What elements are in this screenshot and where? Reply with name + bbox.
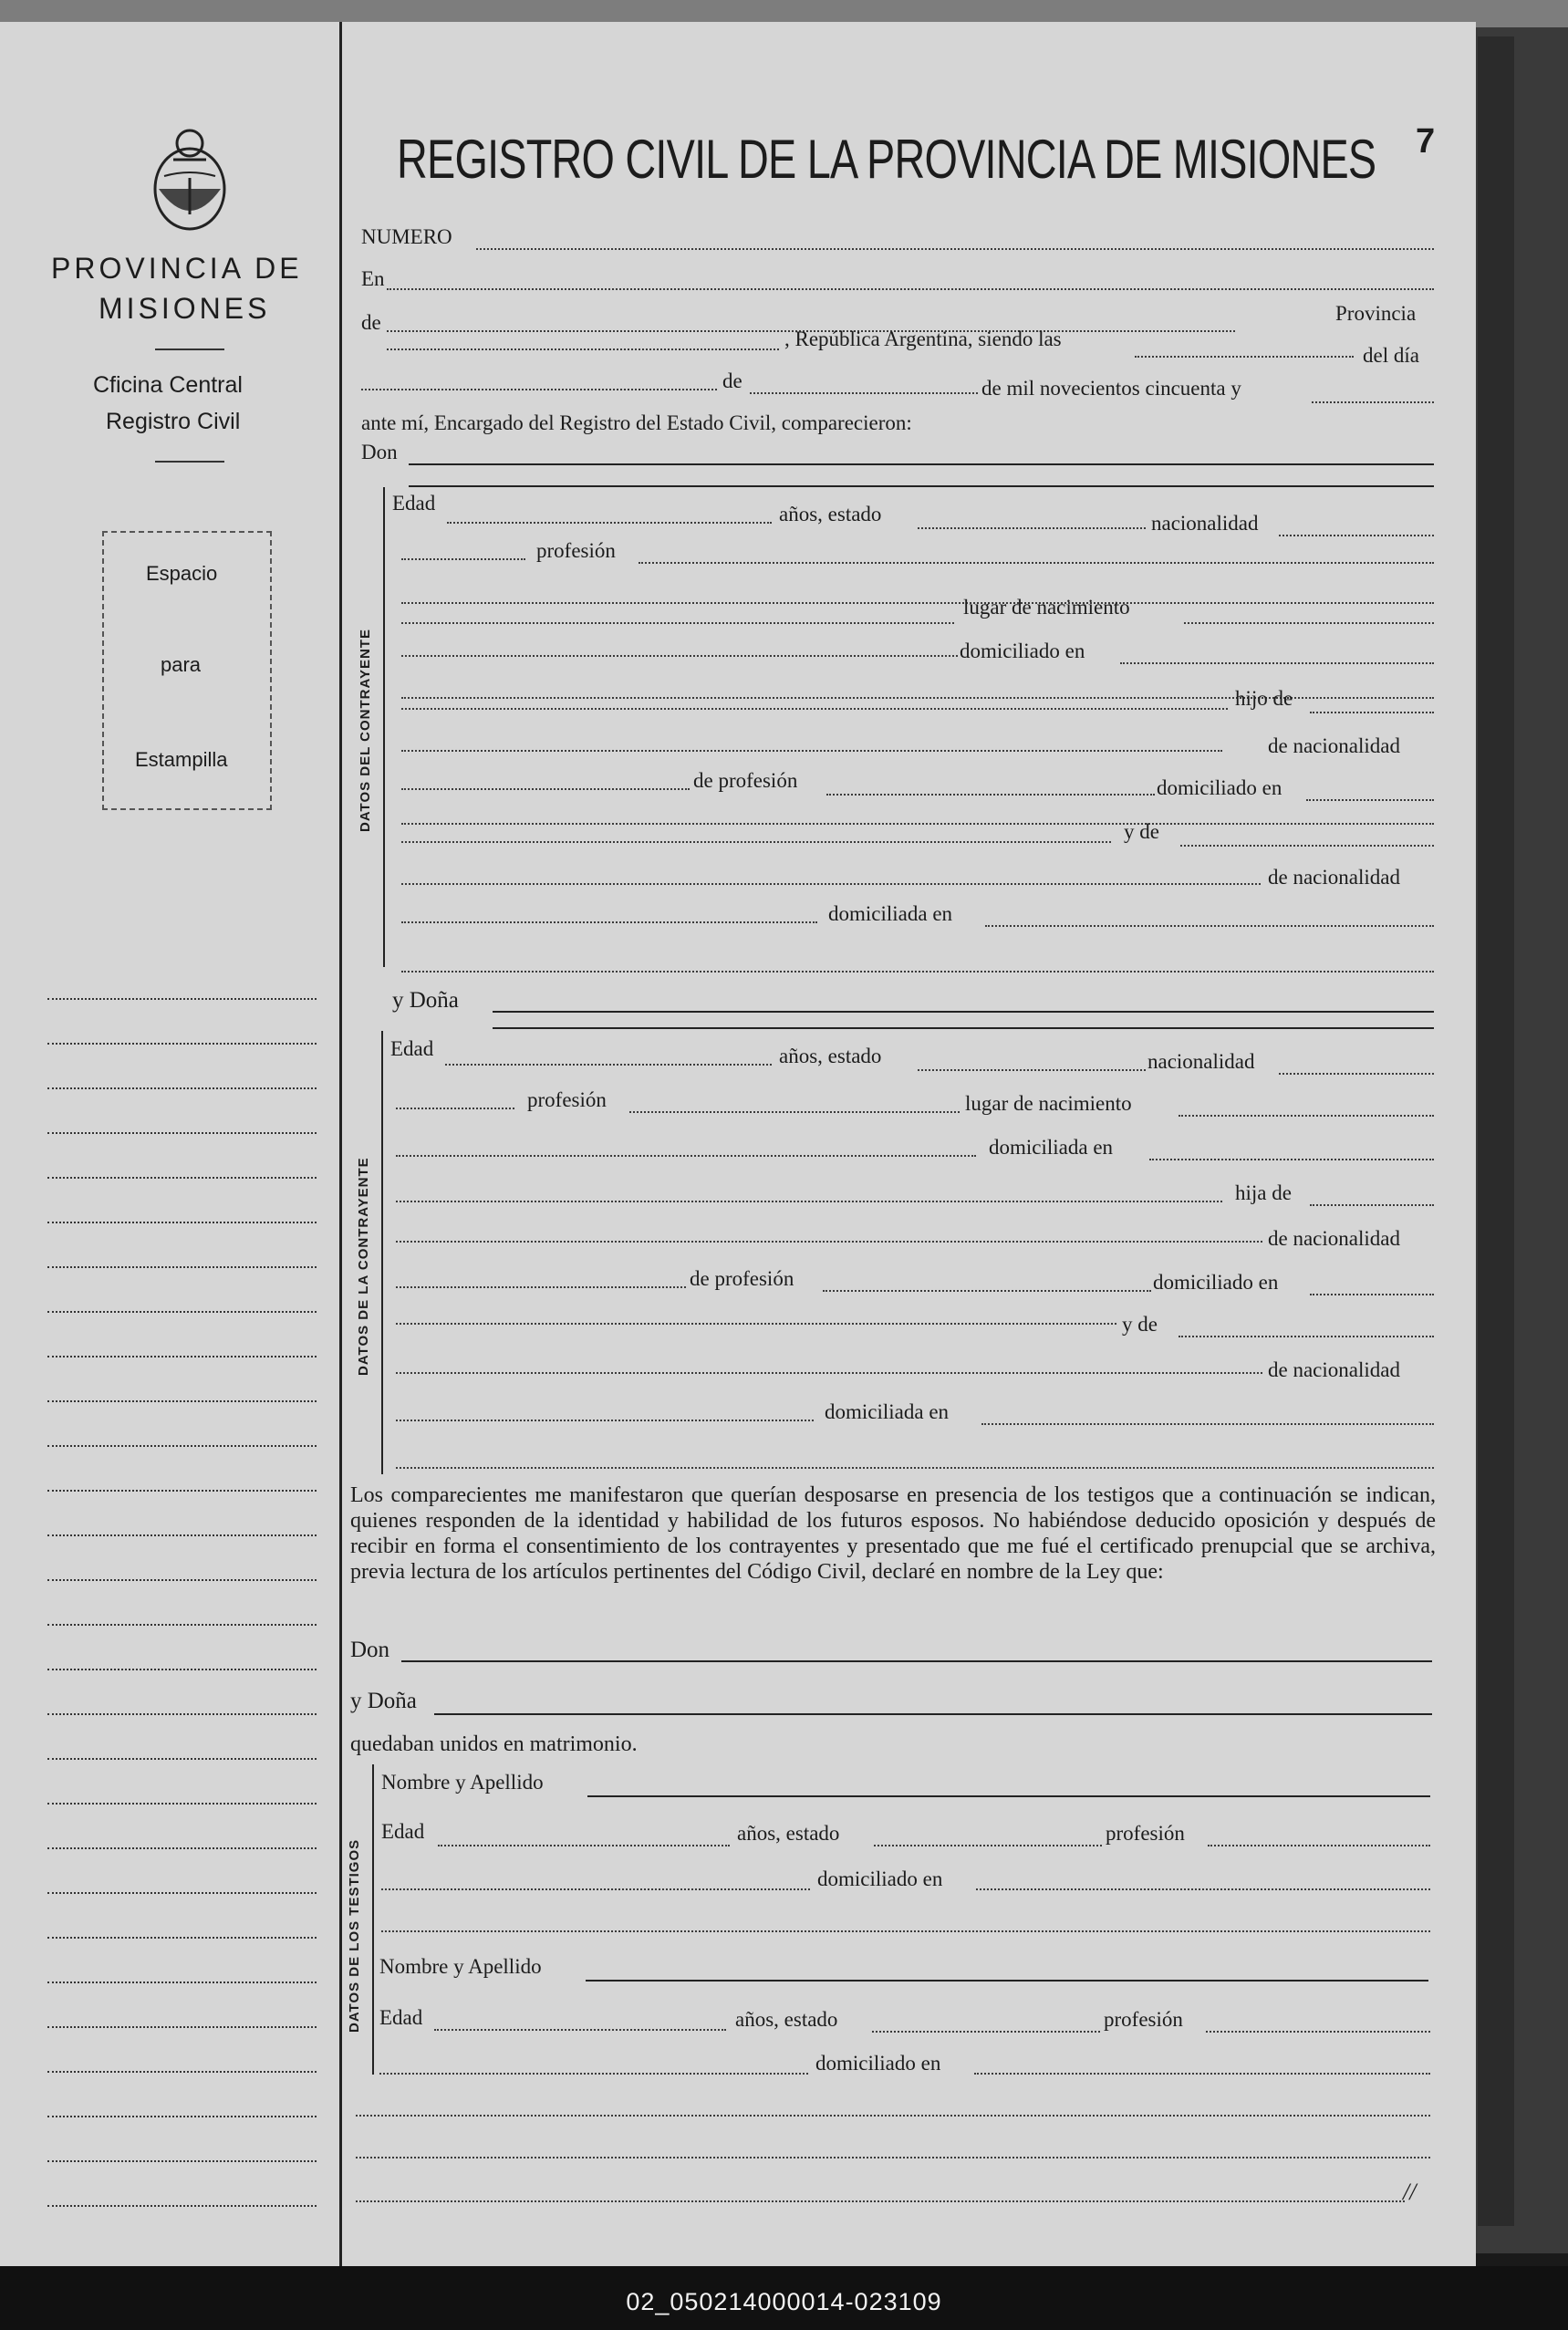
testigo2-profesion-field[interactable]: [1206, 2031, 1430, 2033]
nacionalidad-label: nacionalidad: [1151, 512, 1259, 535]
testigo1-profesion-label: profesión: [1106, 1822, 1185, 1845]
testigo2-estado-field[interactable]: [872, 2031, 1100, 2033]
del-dia-label: del día: [1363, 344, 1419, 367]
testigo1-dom-field[interactable]: [976, 1888, 1430, 1890]
testigo1-extra-field[interactable]: [381, 1930, 1430, 1932]
testigo2-anos-estado-label: años, estado: [735, 2008, 838, 2031]
profesion-label-f: profesión: [527, 1088, 607, 1111]
decl-dona-label: y Doña: [350, 1689, 417, 1713]
page-number: 7: [1416, 122, 1436, 161]
don-name-underline: [409, 485, 1434, 487]
margin-note-line[interactable]: [47, 1132, 317, 1134]
document-title: REGISTRO CIVIL DE LA PROVINCIA DE MISIONES: [397, 129, 1376, 190]
padre-nac-field[interactable]: [401, 788, 690, 790]
de-nacionalidad-label: de nacionalidad: [1268, 734, 1400, 757]
lugar-field[interactable]: [1184, 622, 1434, 624]
edad-label: Edad: [392, 492, 436, 515]
testigo2-nombre-field[interactable]: [586, 1980, 1428, 1982]
testigo2-dom-pre-field[interactable]: [379, 2073, 808, 2075]
contrayente-side-label: DATOS DEL CONTRAYENTE: [358, 629, 373, 832]
padre-dom-field-f[interactable]: [1310, 1294, 1434, 1295]
madre-field[interactable]: [1180, 845, 1434, 847]
nacionalidad-field-f[interactable]: [1279, 1073, 1434, 1075]
margin-note-line[interactable]: [47, 1758, 317, 1760]
contrayente-bracket: [383, 487, 385, 967]
testigos-bracket: [372, 1764, 374, 2075]
decl-dona-field[interactable]: [434, 1713, 1432, 1715]
line-field[interactable]: [401, 823, 1434, 825]
decl-don-label: Don: [350, 1638, 390, 1662]
testigo2-nombre-label: Nombre y Apellido: [379, 1955, 542, 1978]
en-field[interactable]: [387, 288, 1434, 290]
hijo-pre-field[interactable]: [401, 708, 1228, 710]
document-page: [0, 22, 1476, 2266]
margin-note-line[interactable]: [47, 1847, 317, 1849]
lugar-field-f[interactable]: [1179, 1115, 1434, 1117]
end-mark: //: [1403, 2179, 1417, 2205]
margin-note-line[interactable]: [47, 1087, 317, 1089]
lugar-label-f: lugar de nacimiento: [965, 1092, 1132, 1115]
estado-field-f[interactable]: [918, 1069, 1146, 1071]
margin-note-line[interactable]: [47, 1534, 317, 1536]
quedaban-label: quedaban unidos en matrimonio.: [350, 1732, 638, 1756]
stamp-label-1: Espacio: [146, 562, 218, 585]
closing-line-3[interactable]: [356, 2200, 1405, 2202]
testigo1-edad-field[interactable]: [438, 1845, 730, 1846]
dona-name-underline: [493, 1027, 1434, 1029]
margin-note-line[interactable]: [47, 1490, 317, 1492]
margin-note-line[interactable]: [47, 1892, 317, 1894]
mil-label: de mil novecientos cincuenta y: [981, 377, 1241, 400]
book-spine-shadow: [1478, 36, 1514, 2226]
don-label: Don: [361, 441, 398, 463]
en-label: En: [361, 267, 385, 290]
left-margin-column: [0, 22, 342, 2266]
anos-estado-label-f: años, estado: [779, 1045, 882, 1067]
profesion-field-f[interactable]: [629, 1111, 960, 1113]
contrayenta-bracket: [381, 1031, 383, 1474]
line-field-f[interactable]: [396, 1467, 1434, 1469]
ano-field[interactable]: [1312, 401, 1434, 403]
profesion-field[interactable]: [639, 562, 1434, 564]
anos-estado-label: años, estado: [779, 503, 882, 525]
profesion-label: profesión: [536, 539, 616, 562]
scan-id-label: 02_050214000014-023109: [626, 2288, 942, 2315]
decl-don-field[interactable]: [401, 1660, 1432, 1662]
padre-field-f[interactable]: [1310, 1204, 1434, 1206]
y-dona-label: y Doña: [392, 988, 459, 1013]
domiciliada-label-f: domiciliada en: [989, 1136, 1114, 1159]
edad-label-f: Edad: [390, 1037, 434, 1060]
margin-note-line[interactable]: [47, 1311, 317, 1313]
stamp-label-2: para: [161, 653, 202, 676]
testigos-side-label: DATOS DE LOS TESTIGOS: [347, 1838, 362, 2033]
margin-note-line[interactable]: [47, 1400, 317, 1402]
madre-pre-field[interactable]: [401, 841, 1111, 843]
profesion-pre-field-f[interactable]: [396, 1108, 514, 1109]
testigo1-edad-label: Edad: [381, 1820, 425, 1843]
estado-field[interactable]: [918, 527, 1146, 529]
nacionalidad-field[interactable]: [1279, 535, 1434, 536]
stamp-label-3: Estampilla: [135, 748, 228, 771]
padre-prof-field[interactable]: [826, 794, 1155, 796]
domiciliada-label: domiciliada en: [828, 902, 953, 925]
padre-prof-field-f[interactable]: [823, 1290, 1151, 1292]
domicilio-pre-field[interactable]: [401, 655, 958, 657]
madre-field-f[interactable]: [1179, 1336, 1434, 1337]
testigo1-estado-field[interactable]: [874, 1845, 1102, 1846]
madre-dom-field[interactable]: [985, 925, 1434, 927]
margin-note-line[interactable]: [47, 1803, 317, 1805]
republica-label: , República Argentina, siendo las: [784, 328, 1062, 350]
hora-field[interactable]: [1135, 356, 1354, 358]
domiciliado2-label: domiciliado en: [1157, 776, 1282, 799]
ante-label: ante mí, Encargado del Registro del Estado Civil, comparecieron:: [361, 411, 912, 434]
margin-note-line[interactable]: [47, 1222, 317, 1223]
testigo2-edad-field[interactable]: [434, 2029, 726, 2031]
de-nacionalidad2-label: de nacionalidad: [1268, 866, 1400, 889]
margin-note-line[interactable]: [47, 998, 317, 1000]
edad-field[interactable]: [447, 522, 772, 524]
dona-name-field[interactable]: [493, 1011, 1434, 1013]
testigo1-domiciliado-label: domiciliado en: [817, 1867, 943, 1890]
testigo1-nombre-field[interactable]: [587, 1795, 1430, 1797]
declaration-paragraph: Los comparecientes me manifestaron que querían desposarse en presencia de los testigos que a continuación se indican, quienes responden de la identidad y habilidad de los futuros esposos. No habiéndose deducido oposición y después de recibir en forma el consentimiento de los contrayentes y presentado que me fué el certificado prenupcial que se archiva, previa lectura de los artículos pertinentes del Código Civil, declaré en nombre de la Ley que:: [350, 1483, 1436, 1584]
contrayenta-side-label: DATOS DE LA CONTRAYENTE: [356, 1157, 371, 1376]
margin-note-line[interactable]: [47, 1266, 317, 1268]
testigo1-anos-estado-label: años, estado: [737, 1822, 840, 1845]
don-name-field[interactable]: [409, 463, 1434, 465]
padre-line-field[interactable]: [401, 750, 1222, 752]
madre-line-field-f[interactable]: [396, 1372, 1262, 1374]
margin-note-line[interactable]: [47, 1356, 317, 1357]
line-field[interactable]: [401, 602, 1434, 604]
margin-note-line[interactable]: [47, 1043, 317, 1045]
numero-field[interactable]: [476, 248, 1434, 250]
testigo1-nombre-label: Nombre y Apellido: [381, 1771, 544, 1794]
testigo2-edad-label: Edad: [379, 2006, 423, 2029]
closing-line-1[interactable]: [356, 2115, 1430, 2117]
numero-label: NUMERO: [361, 225, 452, 248]
hijo-de-label: hijo de: [1235, 687, 1293, 710]
y-de-label: y de: [1124, 820, 1159, 843]
margin-note-line[interactable]: [47, 1445, 317, 1447]
testigo2-domiciliado-label: domiciliado en: [815, 2052, 941, 2075]
lugar-label: lugar de nacimiento: [963, 596, 1130, 619]
margin-note-line[interactable]: [47, 2071, 317, 2073]
padre-dom-field[interactable]: [1306, 799, 1434, 801]
de-nacionalidad2-label-f: de nacionalidad: [1268, 1358, 1400, 1381]
madre-nac-field[interactable]: [401, 921, 817, 923]
margin-note-line[interactable]: [47, 1937, 317, 1939]
de-profesion-label-f: de profesión: [690, 1267, 794, 1290]
domicilio-field-f[interactable]: [1149, 1159, 1434, 1160]
dia-field[interactable]: [361, 389, 717, 390]
testigo2-dom-field[interactable]: [974, 2073, 1430, 2075]
margin-note-line[interactable]: [47, 1669, 317, 1670]
office-label-2: Registro Civil: [106, 409, 241, 434]
hija-de-label: hija de: [1235, 1181, 1292, 1204]
hija-pre-field[interactable]: [396, 1201, 1222, 1202]
madre-line-field[interactable]: [401, 883, 1261, 885]
de-profesion-label: de profesión: [693, 769, 798, 792]
padre-field[interactable]: [1310, 712, 1434, 713]
edad-field-f[interactable]: [445, 1064, 772, 1066]
line-field[interactable]: [401, 971, 1434, 973]
province-label-1: PROVINCIA DE: [51, 252, 303, 285]
domicilio-field[interactable]: [1120, 662, 1434, 664]
de-nacionalidad-label-f: de nacionalidad: [1268, 1227, 1400, 1250]
domiciliado-label: domiciliado en: [960, 640, 1085, 662]
margin-note-line[interactable]: [47, 1624, 317, 1626]
madre-pre-field-f[interactable]: [396, 1323, 1116, 1325]
divider: [155, 461, 224, 463]
madre-dom-field-f[interactable]: [981, 1423, 1434, 1425]
margin-note-line[interactable]: [47, 1713, 317, 1715]
margin-note-line[interactable]: [47, 2160, 317, 2162]
nacionalidad-label-f: nacionalidad: [1147, 1050, 1255, 1073]
margin-note-line[interactable]: [47, 1982, 317, 1983]
padre-line-field-f[interactable]: [396, 1241, 1262, 1243]
domiciliada2-label-f: domiciliada en: [825, 1400, 950, 1423]
padre-nac-field-f[interactable]: [396, 1286, 686, 1288]
testigo2-profesion-label: profesión: [1104, 2008, 1183, 2031]
profesion-pre-field[interactable]: [401, 558, 525, 560]
margin-note-line[interactable]: [47, 2026, 317, 2028]
divider: [155, 348, 224, 350]
coat-of-arms-icon: [146, 123, 234, 236]
de-label: de: [361, 311, 381, 334]
domicilio-pre-field-f[interactable]: [396, 1155, 976, 1157]
lugar-pre-field[interactable]: [401, 622, 954, 624]
departamento-field[interactable]: [387, 348, 779, 350]
margin-note-line[interactable]: [47, 1177, 317, 1179]
domiciliado-label-f: domiciliado en: [1153, 1271, 1279, 1294]
provincia-label: Provincia: [1335, 302, 1417, 325]
province-label-2: MISIONES: [99, 292, 271, 325]
testigo1-dom-pre-field[interactable]: [381, 1888, 810, 1890]
y-de-label-f: y de: [1122, 1313, 1158, 1336]
margin-note-line[interactable]: [47, 1579, 317, 1581]
testigo1-profesion-field[interactable]: [1208, 1845, 1430, 1846]
closing-line-2[interactable]: [356, 2157, 1430, 2158]
margin-note-line[interactable]: [47, 2116, 317, 2117]
mes-field[interactable]: [750, 392, 978, 394]
office-label-1: Cficina Central: [93, 372, 243, 398]
de-mes-label: de: [722, 369, 742, 392]
margin-note-line[interactable]: [47, 2205, 317, 2207]
madre-nac-field-f[interactable]: [396, 1420, 814, 1421]
